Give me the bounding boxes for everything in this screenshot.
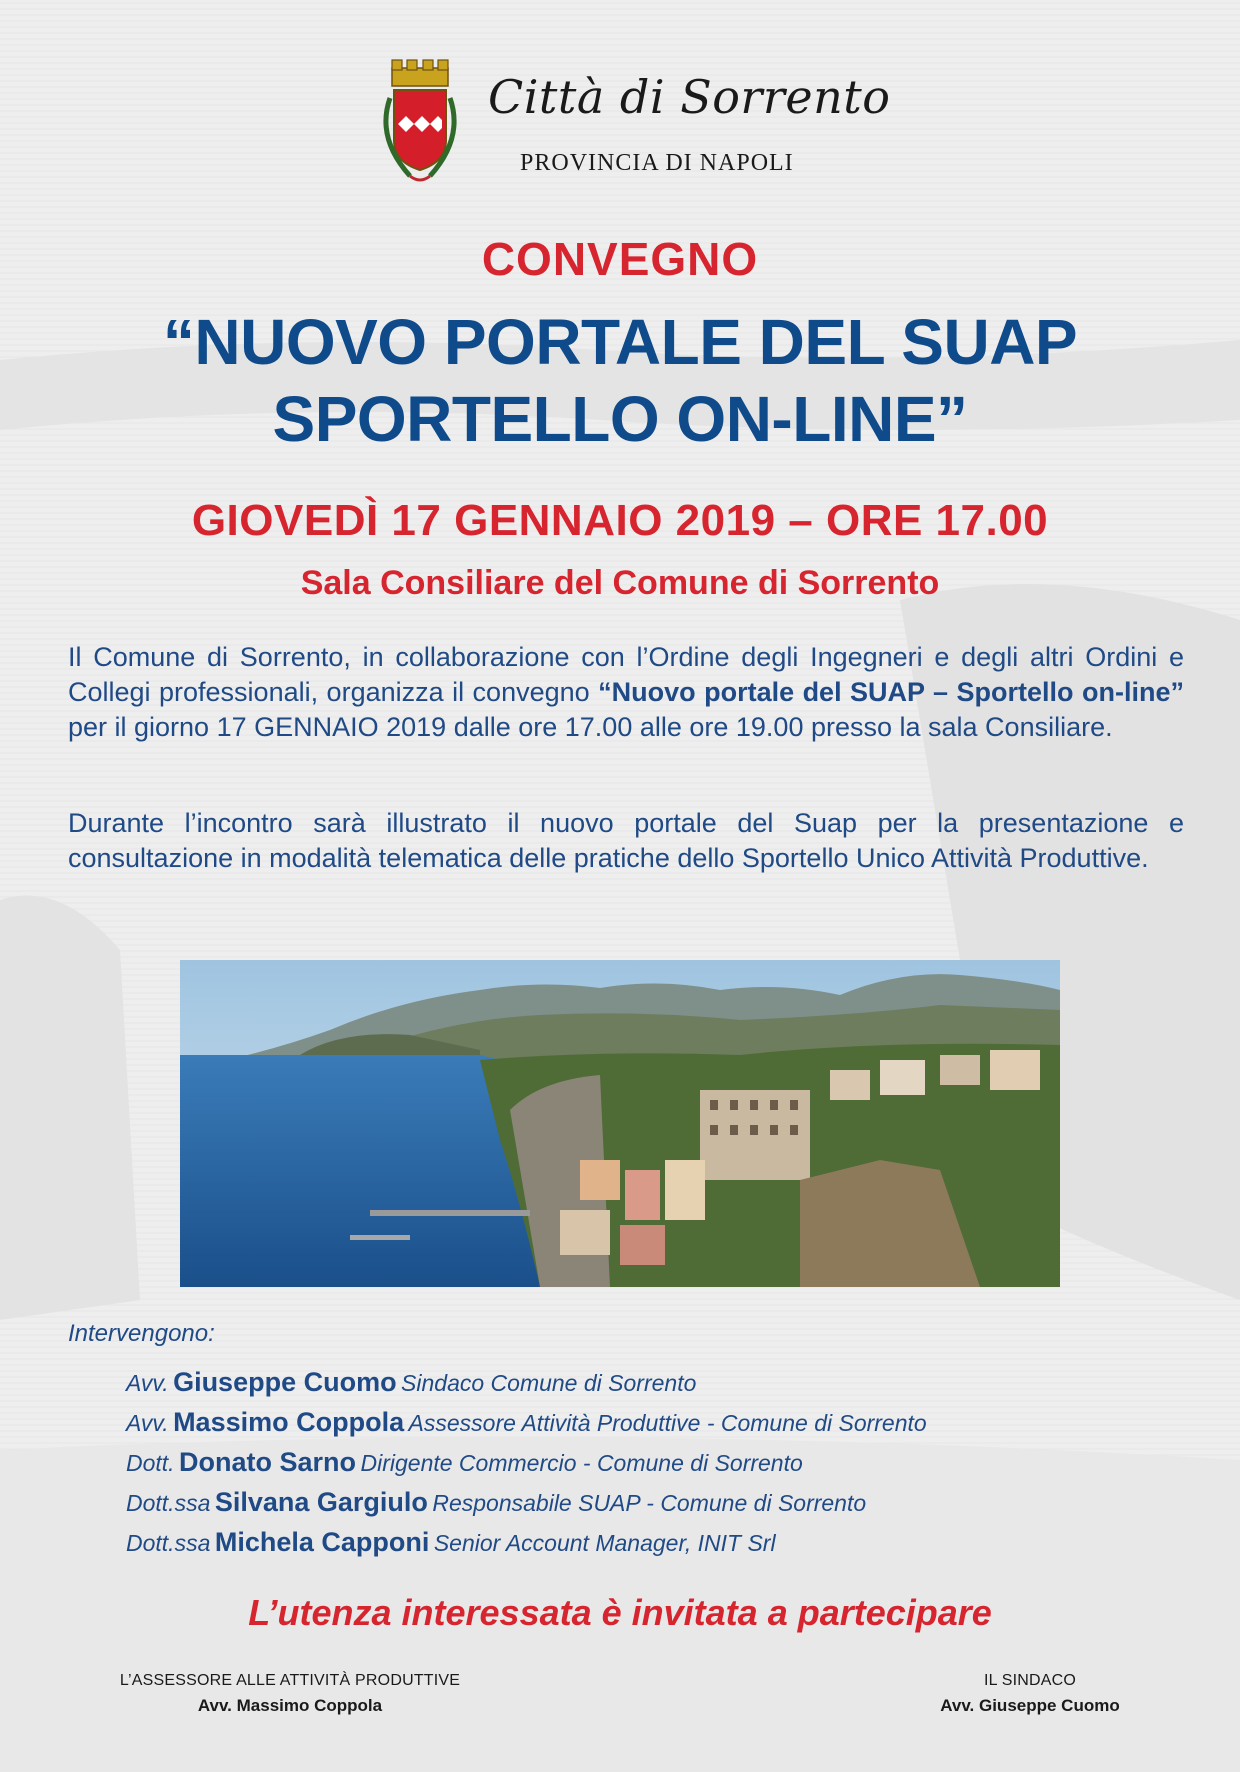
- speaker-item: [126, 1442, 1126, 1482]
- event-datetime: GIOVEDÌ 17 GENNAIO 2019 – ORE 17.00: [191, 496, 1049, 545]
- speakers-label: Intervengono:: [68, 1320, 215, 1347]
- speaker-name: Donato Sarno: [179, 1447, 357, 1477]
- event-title-line2: SPORTELLO ON-LINE”: [272, 383, 968, 455]
- signature-name: Avv. Massimo Coppola: [197, 1696, 383, 1715]
- speaker-role: Senior Account Manager, INIT Srl: [433, 1530, 776, 1556]
- province-label: PROVINCIA DI NAPOLI: [520, 150, 794, 176]
- event-title-line1: “NUOVO PORTALE DEL SUAP: [162, 306, 1078, 378]
- speakers-list: [126, 1362, 1126, 1562]
- description-text: per il giorno 17 GENNAIO 2019 dalle ore 17.00 alle ore 19.00 presso la sala Consiliare.: [68, 712, 1113, 742]
- speaker-item: [126, 1522, 1126, 1562]
- speaker-name: Massimo Coppola: [173, 1407, 405, 1437]
- speaker-role: Dirigente Commercio - Comune di Sorrento: [360, 1450, 803, 1476]
- city-crest-icon: [370, 58, 470, 190]
- signature-assessore: [90, 1672, 490, 1716]
- description-paragraph-2: Durante l’incontro sarà illustrato il nuovo portale del Suap per la presentazione e consultazione in modalità telematica delle pratiche dello Sportello Unico Attività Produttive.: [68, 808, 1184, 873]
- sorrento-coast-photo: [180, 960, 1060, 1287]
- signature-role: IL SINDACO: [983, 1672, 1077, 1689]
- signature-role: L’ASSESSORE ALLE ATTIVITÀ PRODUTTIVE: [119, 1672, 461, 1689]
- speaker-item: [126, 1402, 1126, 1442]
- speaker-name: Silvana Gargiulo: [214, 1487, 428, 1517]
- city-title: Città di Sorrento: [488, 70, 891, 124]
- description-paragraph-1: [68, 640, 1184, 745]
- event-venue: Sala Consiliare del Comune di Sorrento: [300, 564, 940, 602]
- speaker-item: [126, 1482, 1126, 1522]
- speaker-title: Avv.: [126, 1410, 169, 1436]
- speaker-title: Avv.: [126, 1370, 169, 1396]
- signature-sindaco: [880, 1672, 1180, 1716]
- speaker-name: Giuseppe Cuomo: [173, 1367, 397, 1397]
- speaker-title: Dott.ssa: [126, 1530, 211, 1556]
- speaker-title: Dott.ssa: [126, 1490, 211, 1516]
- signature-name: Avv. Giuseppe Cuomo: [940, 1696, 1120, 1715]
- speaker-title: Dott.: [126, 1450, 175, 1476]
- description-text: Il Comune di Sorrento, in collaborazione con l’Ordine degli Ingegneri e degli altri Ordini e Collegi professionali, organizza il convegno: [68, 642, 1184, 707]
- speaker-role: Responsabile SUAP - Comune di Sorrento: [432, 1490, 867, 1516]
- speaker-role: Assessore Attività Produttive - Comune di Sorrento: [408, 1410, 927, 1436]
- speaker-item: [126, 1362, 1126, 1402]
- speaker-name: Michela Capponi: [214, 1527, 430, 1557]
- description-bold-title: “Nuovo portale del SUAP – Sportello on-line”: [598, 677, 1184, 707]
- speaker-role: Sindaco Comune di Sorrento: [401, 1370, 697, 1396]
- event-kind: CONVEGNO: [481, 233, 759, 285]
- invitation-line: L’utenza interessata è invitata a partecipare: [248, 1592, 992, 1633]
